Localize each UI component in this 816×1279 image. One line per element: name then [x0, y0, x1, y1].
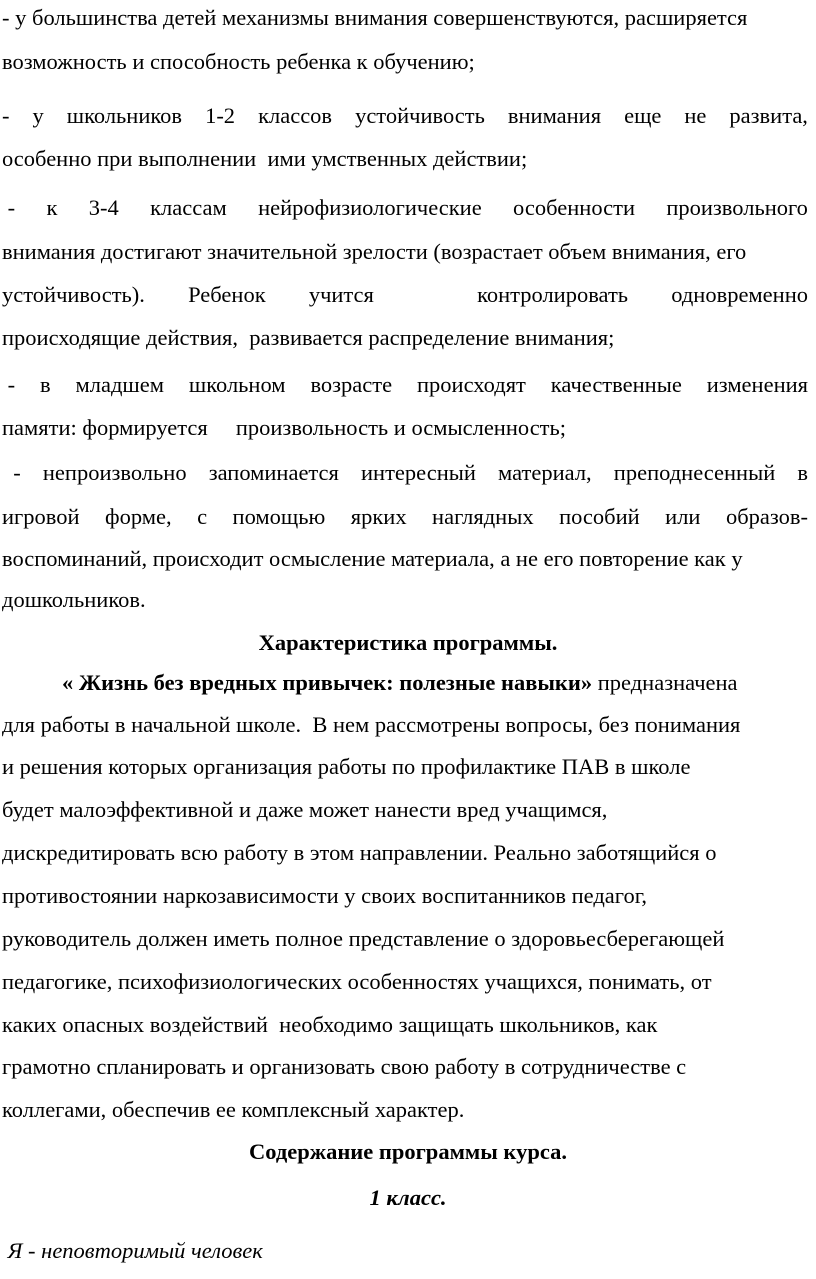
para2-line2: особенно при выполнении ими умственных действии; [2, 146, 528, 171]
word: классов [258, 103, 333, 128]
program-title-tail: предназначена [592, 670, 738, 695]
para1-line1: - у большинства детей механизмы внимания совершенствуются, расширяется [2, 5, 748, 30]
word: с [197, 504, 208, 529]
word: - [2, 103, 10, 128]
word: школьном [188, 372, 286, 397]
word: - [2, 372, 16, 397]
para6-line: для работы в начальной школе. В нем рассмотрены вопросы, без понимания [2, 712, 741, 737]
word: образов- [725, 504, 808, 529]
word: учится [308, 282, 374, 307]
word: происходят [416, 372, 526, 397]
word: 3-4 [88, 195, 119, 220]
word: - [2, 460, 21, 485]
word: нейрофизиологические [258, 195, 482, 220]
para3-line3 [2, 280, 808, 310]
word: или [665, 504, 701, 529]
word: наглядных [432, 504, 534, 529]
word: у [32, 103, 44, 128]
para6-line: будет малоэффективной и даже может нанести вред учащимся, [2, 797, 608, 822]
word: изменения [706, 372, 808, 397]
para6-line: и решения которых организация работы по профилактике ПАВ в школе [2, 754, 691, 779]
word: произвольного [666, 195, 808, 220]
word: пособий [559, 504, 640, 529]
para6-line: педагогике, психофизиологических особенностях учащихся, понимать, от [2, 969, 712, 994]
word: в [797, 460, 808, 485]
para6-line: руководитель должен иметь полное представление о здоровьесберегающей [2, 926, 725, 951]
grade-heading: 1 класс. [369, 1185, 447, 1210]
word: форме, [105, 504, 172, 529]
word: помощью [232, 504, 326, 529]
word: не [684, 103, 707, 128]
word: преподнесенный [613, 460, 776, 485]
word: контролировать [477, 282, 629, 307]
word: возрасте [310, 372, 393, 397]
word: младшем [75, 372, 164, 397]
para6-line1 [62, 668, 808, 698]
para2-line1 [2, 101, 808, 131]
word: ярких [350, 504, 407, 529]
para4-line1 [2, 370, 808, 400]
para5-line3: воспоминаний, происходит осмысление материала, а не его повторение как у [2, 546, 743, 571]
para6-line: коллегами, обеспечив ее комплексный характер. [2, 1097, 465, 1122]
word: особенности [513, 195, 635, 220]
word: непроизвольно [42, 460, 187, 485]
word: запоминается [208, 460, 339, 485]
word: еще [624, 103, 662, 128]
para3-line1 [2, 193, 808, 223]
word: школьников [66, 103, 183, 128]
para3-line4: происходящие действия, развивается распределение внимания; [2, 325, 615, 350]
para5-line1 [2, 458, 808, 488]
topic-title: Я - неповторимый человек [2, 1238, 263, 1263]
para6-line: грамотно спланировать и организовать свою работу в сотрудничестве с [2, 1054, 687, 1079]
word: классам [150, 195, 227, 220]
word: игровой [2, 504, 80, 529]
word: устойчивость [355, 103, 485, 128]
para5-line2 [2, 502, 808, 532]
word: внимания [507, 103, 602, 128]
para6-line: дискредитировать всю работу в этом направлении. Реально заботящийся о [2, 840, 717, 865]
section-heading-course-content: Содержание программы курса. [249, 1139, 567, 1164]
word: одновременно [671, 282, 808, 307]
para1-line2: возможность и способность ребенка к обучению; [2, 49, 475, 74]
word: к [46, 195, 58, 220]
para3-line2: внимания достигают значительной зрелости (возрастает объем внимания, его [2, 239, 747, 264]
word: развита, [729, 103, 808, 128]
word: 1-2 [205, 103, 236, 128]
program-title: « Жизнь без вредных привычек: полезные навыки» [62, 670, 593, 695]
para6-line: каких опасных воздействий необходимо защищать школьников, как [2, 1012, 658, 1037]
word: - [2, 195, 16, 220]
word: материал, [498, 460, 592, 485]
word: качественные [550, 372, 682, 397]
word: устойчивость). [2, 282, 145, 307]
para5-line4: дошкольников. [2, 587, 146, 612]
word: Ребенок [188, 282, 266, 307]
word: в [40, 372, 51, 397]
word: интересный [361, 460, 476, 485]
para6-line: противостоянии наркозависимости у своих воспитанников педагог, [2, 883, 648, 908]
section-heading-characteristics: Характеристика программы. [258, 630, 558, 655]
para4-line2: памяти: формируется произвольность и осмысленность; [2, 415, 567, 440]
